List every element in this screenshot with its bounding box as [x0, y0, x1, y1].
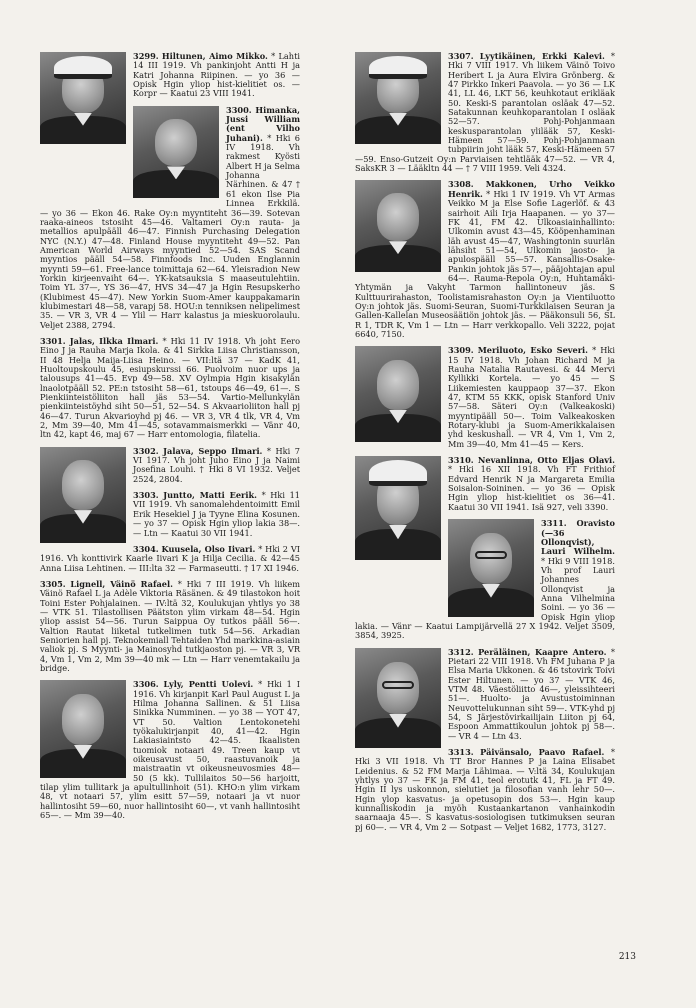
- entry-number: 3307.: [448, 51, 474, 61]
- portrait-photo: [355, 346, 441, 442]
- entry-number: 3303.: [133, 490, 159, 501]
- biography-entry: [40, 545, 300, 573]
- entry-body: * Hki 11 IV 1918. Vh joht Eero Eino J ja Rauha Marja Ikola. & 41 Sirkka Liisa Christiansson, II 48 Helja Maija-Liisa Heino. — VII:ltä 37 — KadK 41, Huoltoupskoulu 45, esiupskurssi 66. Puolvoim nuor ups ja talousups 41—45. Evp 49—58. XV Oylmpia Hgin kisakylän lnaolotpääll 52. PE:n tstosiht 58—61, tstoups 46—49, 61—. S Pienkiinteistöliiton hall jäs 53—54. Vartio-Mellunkylän pienkiinteistöyhd siht 50—51, 52—54. S Akvaarioliiton hall pj 46—47. Turun Akvarioyhd pj 46. — VR 3, VR 4 tlk, VR 4, Vm 2, Mm 39—40, Mm 41—45, sotavammaismerkki — Vänr 40, ltn 42, kapt 46, maj 67 — Harr entomologia, filatelia.: [40, 335, 301, 440]
- entry-body: * Pietari 22 VIII 1918. Vh FM Juhana P ja Elsa Maria Ukkonen. & 46 tstovirk Toivi Ester Hiltunen. — yo 37 — VTK 46, VTM 48. Väestöliitto 46—, yleissihteeri 51—. Huolto- ja Avustustoiminnan Neuvottelukunnan siht 59—. VTK-yhd pj 54, S Järjestövirkailijain Liiton pj 64, Espoon Ammattikoulun johtok pj 58—. — VR 4 — Ltn 43.: [448, 646, 615, 741]
- entry-number: 3309.: [448, 345, 474, 356]
- entry-name: Peräläinen, Kaapre Antero.: [478, 646, 607, 657]
- entry-name: Makkonen, Urho Veikko Henrik.: [448, 179, 615, 199]
- entry-name: Jalava, Seppo Ilmari.: [163, 445, 263, 456]
- entry-number: 3313.: [448, 747, 474, 758]
- entry-name: Lignell, Väinö Rafael.: [70, 578, 173, 589]
- entry-number: 3310.: [448, 455, 474, 466]
- biography-entry: [355, 648, 615, 741]
- entry-body: * Hki 11 VII 1919. Vh sanomalehdentoimitt Emil Erik Hesekiel J ja Tyyne Elina Kosunen. — yo 37 — Opisk Hgin yliop lakia 38—. — Ltn — Kaatui 30 VII 1941.: [133, 490, 300, 538]
- entry-body: * Lahti 14 III 1919. Vh pankinjoht Antti H ja Katri Johanna Riipinen. — yo 36 — Opisk Hgin yliop hist-kielitiet os. — Korpr — Kaatui 23 VIII 1941.: [133, 51, 300, 99]
- entry-body: * Hki 1 IV 1919. Vh VT Armas Veikko M ja Else Sofie Lagerlöf. & 43 sairhoit Aili Irja Haapanen. — yo 37—FK 41, FM 42. Ulkoasiainhallinto: Ulkomin avust 43—45, Kööpenhaminan läh avust 45—47, Washingtonin suurlän lähsiht 51—54, Ulkomin jaosto- ja apulospääll 55—57. Kansallis-Osake-Pankin johtok jäs 57—, pääjohtajan apul 64—. Rauma-Repola Oy:n, Huhtamäki-Yhtymän ja Vakyht Tarmon hallintoneuv jäs. S Kulttuurirahaston, Toolistamisrahaston Oy:n ja Vientiluotto Oy:n johtok jäs. Suomi-Seuran, Suomi-Turkkilaisen Seuran ja Gallen-Kallelan Museosäätiön johtok jäs. — Pääkonsuli 56, SL R 1, TDR K, Vm 1 — Ltn — Harr verkkopallo. Veli 3222, pojat 6640, 7150.: [355, 188, 616, 339]
- entry-number: 3302.: [133, 445, 159, 456]
- entry-body: * Hki 3 VII 1918. Vh TT Bror Hannes P ja Laina Elisabet Leidenius. & 52 FM Marja Lähimaa. — V:ltä 34, Koulukujan yhtlys yo 37 — FK ja FM 41, teol erotutk 41, FL ja FT 49. Hgin II lys uskonnon, sielutiet ja filosofian vanh lehr 50—. Hgin ylop kasvatus- ja opetusopin dos 53—. Hgin kaup kunnalliskodin ja myöh Kustaankartanon vanhainkodin saarnaaja 45—. S kasvatus-sosiologisen tutkimuksen seuran pj 60—. — VR 4, Vm 2 — Sotpast — Veljet 1682, 1773, 3127.: [355, 747, 615, 832]
- portrait-photo: [40, 680, 126, 778]
- biography-entry: [40, 447, 300, 484]
- entry-name: Himanka, Jussi William (ent Vilho Juhani).: [226, 104, 300, 143]
- entry-name: Oravisto (—36 Ollonqvist), Lauri Wilhelm.: [541, 518, 615, 557]
- entry-body: * Hki 7 III 1919. Vh liikem Väinö Rafael L ja Adèle Viktoria Räsänen. & 49 tilastokon hoit Toini Ester Pohjalainen. — IV:ltä 32, Koulukujan yhtlys yo 38 — VTK 51. Tilastollisen Päätston ylim virkam 48—54. Hgin yliop assist 54—56. Turun Saippua Oy tutkos pääll 56—. Valtion Rautat liiketal tutkelimen tutk 54—56. Arkadian Seniorien hall pj. Teknokemiall Tehtaiden Yhd markkina-asiain valiok pj. S Myynti- ja Mainosyhd tutkjaoston pj. — VR 3, VR 4, Vm 1, Vm 2, Mm 39—40 mk — Ltn — Harr venemtakailu ja bridge.: [40, 578, 301, 673]
- entry-name: Juntto, Matti Eerik.: [163, 490, 257, 501]
- biography-entry: [40, 106, 300, 330]
- portrait-cap: [369, 460, 427, 486]
- entry-name: Lyly, Pentti Uolevi.: [163, 679, 254, 690]
- entry-body: * Hki 7 VIII 1917. Vh liikem Väinö Toivo Heribert L ja Aura Elvira Grönberg. & 47 Pirkko Inkeri Paavola. — yo 36 — LK 41, LL 46, LKT 56, keuhkotaut erikläak 50. Keski-S parantolan osläak 47—52. Satakunnan keuhkoparantolan I osläak 52—57. Pohj-Pohjanmaan keskusparantolan ylilääk 57, Keski-Hämeen 57—59. Pohj-Pohjanmaan tubpiirin joht lääk 57, Keski-Hämeen 57—59. Enso-Gutzeit Oy:n Parviaisen tehtlääk 47—52. — VR 4, SaksKR 3 — Lääkltn 44 — † 7 VIII 1959. Veli 4324.: [355, 51, 615, 174]
- portrait-cap: [54, 56, 112, 79]
- portrait-head: [377, 360, 419, 410]
- portrait-head: [377, 193, 419, 241]
- entry-name: Hiltunen, Aimo Mikko.: [161, 51, 268, 61]
- portrait-photo: [355, 648, 441, 748]
- entry-body: * Hki 15 IV 1918. Vh Johan Richard M ja Rauha Natalia Rautavesi. & 44 Mervi Kyllikki Kortela. — yo 45 — S Liikemiesten kauppaop 37—37. Ekon 47, KTM 55 KKK, opisk Stanford Univ 57—58. Säteri Oy:n (Valkeakoski) myyntipääll 50—. Toim Valkeakosken Rotary-klubi ja Suom-Amerikkalaisen yhd keskushall. — VR 4, Vm 1, Vm 2, Mm 39—40, Mm 41—45 — Kers.: [448, 345, 615, 449]
- biography-entry: [40, 337, 300, 440]
- left-column: [40, 52, 300, 827]
- biography-entry: [355, 52, 615, 173]
- portrait-photo: [355, 180, 441, 272]
- entry-body: * Hki 16 XII 1918. Vh FT Frithiof Edvard Henrik N ja Margareta Emilia Soisalon-Soininen. — yo 36 — Opisk Hgin yliop hist-kielitiet os 36—41. Kaatui 30 VII 1941. Isä 927, veli 3390.: [448, 464, 615, 512]
- entry-body: * Hki 1 I 1916. Vh kirjanpit Karl Paul August L ja Hilma Johanna Sallinen. & 51 Liisa Sinikka Numminen. — yo 38 — YOT 47, VT 50. Valtion Lentokonetehi työkalukirjanpit 40, 41—42. Hgin Lakiasiaintsto 42—45. Ikaalisten tuomiok notaari 49. Treen kaup vt oikeusavust 50, raastuvanoik ja maistraatin vt oikeusneuvosmies 48—50 (5 kk). Tullilaitos 50—56 harjoitt, tilap ylim tullitark ja apultullinhoit (51). KHO:n ylim virkam 48, vt notaari 57, ylim esitt 57—59, notaari ja vt nuor hallintosiht 59—60, nuor hallintosiht 60—, vt vanh hallintosiht 65—. — Mm 39—40.: [40, 679, 300, 821]
- entry-number: 3300.: [226, 104, 252, 115]
- portrait-photo: [355, 52, 441, 144]
- portrait-cap: [369, 56, 427, 79]
- portrait-glasses: [475, 551, 507, 559]
- entry-name: Kuusela, Olso Iivari.: [161, 543, 256, 554]
- biography-entry: [40, 580, 300, 673]
- entry-name: Lyytikäinen, Erkki Kalevi.: [479, 51, 605, 61]
- portrait-photo: [448, 519, 534, 617]
- entry-name: Meriluoto, Esko Severi.: [477, 345, 589, 356]
- entry-name: Jalas, Ilkka Ilmari.: [69, 335, 159, 346]
- biography-entry: [355, 180, 615, 339]
- entry-name: Nevanlinna, Otto Eljas Olavi.: [477, 455, 615, 466]
- entry-number: 3312.: [448, 646, 474, 657]
- portrait-photo: [133, 106, 219, 198]
- entry-number: 3304.: [133, 543, 159, 554]
- entry-number: 3306.: [133, 679, 159, 690]
- biography-entry: [40, 680, 300, 820]
- portrait-glasses: [382, 681, 414, 689]
- entry-number: 3299.: [133, 51, 159, 61]
- portrait-head: [62, 694, 104, 745]
- entry-number: 3308.: [448, 179, 474, 190]
- entry-name: Päivänsalo, Paavo Rafael.: [480, 747, 605, 758]
- entry-body: * Hki 6 IV 1918. Vh rakmest Kyösti Albert H ja Selma Johanna Närhinen. & 47 † 61 ekon Ilse Pia Linnea Erkkilä. — yo 36 — Ekon 46. Rake Oy:n myyntiteht 36—39. Sotevan raaka-aineos tstosiht 45—46. Valtameri Oy:n rauta- ja metallios apulpääll 46—47. Finnish Purchasing Delegation NYC (N.Y.) 47—48. Finland House myyntiteht 49—52. Pan American World Airways myyntied 52—54. SAS Scand myyntios pääll 54—58. Finnfoods Inc. Uuden Englannin myynti 59—61. Free-lance toimittaja 62—64. Yleisradion New Yorkin kirjeenvaiht 64—. YK-katsauksia S maaseutulehtiin. Toim YL 37—, YS 36—47, HVS 34—47 ja Hgin Resupskerho (Klubimest 45—47). New Yorkin Suom-Amer kauppakamarin klubimestari 48—58, varapj 58. HOU:n tenniksen nelipelimest 35. — VR 3, VR 4 — Ylil — Harr kalastus ja mieskuorolaulu. Veljet 2388, 2794.: [40, 132, 300, 330]
- biography-entry: [40, 491, 300, 538]
- biography-entry: [355, 456, 615, 512]
- right-column: [355, 52, 615, 839]
- biography-entry: [355, 519, 615, 640]
- entry-body: * Hki 7 VI 1917. Vh joht Juho Eino J ja Naimi Josefina Louhi. † Hki 8 VI 1932. Veljet 2524, 2804.: [133, 445, 300, 484]
- biography-entry: [355, 748, 615, 832]
- entry-number: 3311.: [541, 518, 567, 529]
- entry-body: * Hki 9 VIII 1918. Vh prof Lauri Johannes Ollonqvist ja Anna Vilhelmina Soini. — yo 36 — Opisk Hgin yliop lakia. — Vänr — Kaatui Lampijärvellä 27 X 1942. Veljet 3509, 3854, 3925.: [355, 555, 615, 641]
- entry-body: * Hki 2 VI 1916. Vh konttivirk Kaarle Iivari K ja Hilja Cecilia. & 42—45 Anna Liisa Lehtinen. — III:lta 32 — Farmaseutti. † 17 XI 1946.: [40, 543, 301, 573]
- entry-number: 3301.: [40, 335, 66, 346]
- biography-entry: [40, 52, 300, 99]
- entry-number: 3305.: [40, 578, 66, 589]
- page-number: 213: [618, 952, 636, 962]
- portrait-head: [155, 119, 197, 167]
- biography-entry: [355, 346, 615, 449]
